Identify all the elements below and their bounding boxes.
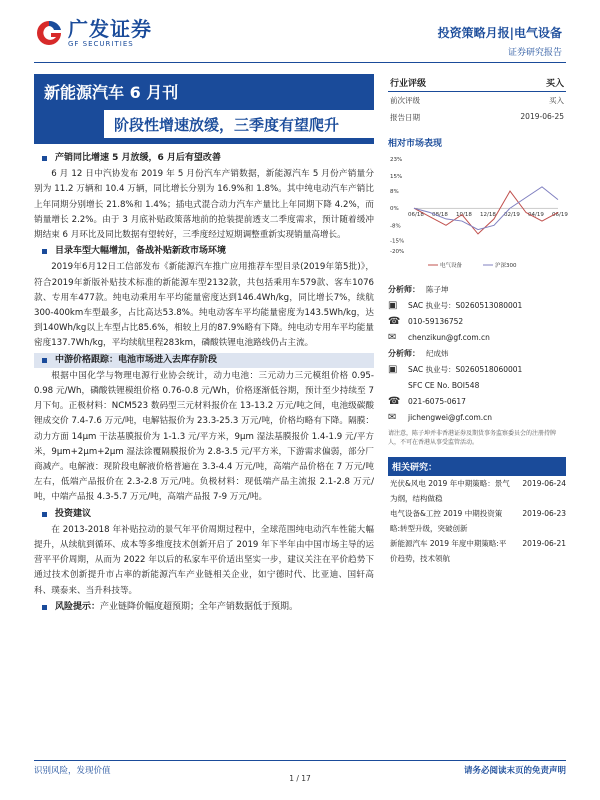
page-number: 1 / 17 <box>289 774 311 783</box>
x-tick-label: 06/19 <box>552 212 568 219</box>
y-tick-label: -8% <box>390 223 401 230</box>
analyst-row: ☎ 010-59136752 <box>388 315 464 327</box>
email-icon: ✉ <box>388 331 397 343</box>
related-item[interactable]: 电气设备&工控 2019 中期投资策略:转型升级，突破创新 2019-06-23 <box>390 509 566 533</box>
top-divider <box>34 62 566 63</box>
section-heading: 中游价格跟踪：电池市场进入去库存阶段 <box>34 353 374 368</box>
related-item[interactable]: 光伏&风电 2019 年中期策略：景气为纲，结构做稳 2019-06-24 <box>390 479 566 503</box>
analyst-row: ▣ SAC 执业号：S0260518060001 <box>388 363 523 375</box>
x-tick-label: 12/18 <box>480 212 496 219</box>
sidebar <box>388 74 566 566</box>
main-text <box>34 150 374 616</box>
x-tick-label: 10/18 <box>456 212 472 219</box>
footer-divider <box>34 760 566 761</box>
x-tick-label: 02/19 <box>504 212 520 219</box>
analyst-row: 分析师： 陈子坤 <box>388 284 449 294</box>
x-tick-label: 08/18 <box>432 212 448 219</box>
disclaimer-note: 请注意，陈子坤并非香港证券及期货事务监察委员会的注册持牌人，不可在香港从事受监管活动。 <box>388 430 557 446</box>
y-tick-label: -20% <box>390 249 405 255</box>
section-heading: 产销同比增速 5 月放缓，6 月后有望改善 <box>34 151 374 166</box>
section-heading: 投资建议 <box>34 507 374 522</box>
footer-right: 请务必阅读末页的免责声明 <box>463 766 566 776</box>
perf-chart <box>388 155 566 273</box>
analyst-row: 分析师： 纪成炜 <box>388 348 449 358</box>
analyst-row: SFC CE No. BOI548 <box>408 380 480 390</box>
analyst-row[interactable]: ✉ jichengwei@gf.com.cn <box>388 411 493 423</box>
id-icon: ▣ <box>388 363 398 375</box>
footer-left: 识别风险，发现价值 <box>34 766 111 776</box>
page-subtitle: 阶段性增速放缓，三季度有望爬升 <box>104 110 374 138</box>
id-icon: ▣ <box>388 299 398 311</box>
related-research <box>388 457 566 566</box>
related-item[interactable]: 新能源汽车 2019 年度中期策略:平价趋势，技术领航 2019-06-21 <box>390 539 566 563</box>
y-tick-label: 0% <box>390 206 399 213</box>
phone-icon: ☎ <box>388 315 401 327</box>
title-banner <box>34 74 374 144</box>
x-tick-label: 06/18 <box>408 212 424 219</box>
report-type: 投资策略月报|电气设备 <box>437 26 562 40</box>
page-title: 新能源汽车 6 月刊 <box>44 83 179 102</box>
analysts <box>388 281 566 447</box>
perf-title: 相对市场表现 <box>388 139 443 149</box>
x-tick-label: 04/19 <box>528 212 544 219</box>
rating-header: 行业评级 买入 <box>388 74 566 92</box>
legend-label: 沪深300 <box>495 263 517 269</box>
report-date: 报告日期 2019-06-25 <box>390 112 564 122</box>
section-para: 6 月 12 日中汽协发布 2019 年 5 月份汽车产销数据，新能源汽车 5 月份产销量分别为 11.2 万辆和 10.4 万辆，同比增长分别为 16.9%和 1.8%。其中纯电动汽车产销比上年同期分别增长 21.8%和 1.4%；插电式混合动力汽车产量比上年同期下降 4.2%，而销量增长 2.2%。由于 3 月底补贴政策落地前的抢装提前透支二季度需求，预计随着缓冲期结束 6 月环比及同比数据有望转好，三季度经过短期调整重新实现销量高增长。 <box>34 169 374 241</box>
y-tick-label: -15% <box>390 238 405 245</box>
related-title: 相关研究： <box>388 457 566 476</box>
analyst-row: ▣ SAC 执业号：S0260513080001 <box>388 299 523 311</box>
prev-rating: 前次评级 买入 <box>390 96 564 105</box>
logo <box>34 18 152 48</box>
section-para: 2019年6月12日工信部发布《新能源汽车推广应用推荐车型目录(2019年第5批)》，符合2019年新版补贴技术标准的新能源车型2132款，共包括乘用车579款、客车1076款、专用车477款。纯电动乘用车平均能量密度达到146.4Wh/kg，同比增长7%，续航300-400km车型最多，占比高达53.8%。纯电动客车平均能量密度为143.5Wh/kg，达到140Wh/kg以上车型占比85.6%，相较上月的87.9%略有下降。纯电动专用车平均能量密度137.7Wh/kg，平均续航里程283km，磷酸铁锂电池路线仍占主流。 <box>34 262 374 349</box>
gf-logo-icon <box>34 18 64 48</box>
y-tick-label: 15% <box>390 174 403 181</box>
phone-icon: ☎ <box>388 395 401 407</box>
section-heading: 目录车型大幅增加，备战补贴新政市场环境 <box>34 244 374 259</box>
y-tick-label: 8% <box>390 189 399 196</box>
email-icon: ✉ <box>388 411 397 423</box>
legend-label: 电气设备 <box>440 263 463 269</box>
report-sub: 证券研究报告 <box>507 48 562 58</box>
logo-en: GF SECURITIES <box>68 40 134 48</box>
section-para: 在 2013-2018 年补贴拉动的景气年平价周期过程中，全球范围纯电动汽车性能大幅提升，从续航到循环、成本等多维度技术创新开启了 2019 年下半年由中国市场主导的运营平平价周期，从而为 2022 年以后的私家车平价适出坚实一步，建议关注在平价趋势下通过技术创新提升市占率的新能源汽车产业链相关企业，如宁德时代、比亚迪、国轩高科、璞泰来、当升科技等。 <box>34 524 374 596</box>
analyst-row[interactable]: ✉ chenzikun@gf.com.cn <box>388 331 490 343</box>
y-tick-label: 23% <box>390 157 403 163</box>
section-para: 根据中国化学与物理电源行业协会统计，动力电池：三元动力三元模组价格 0.95-0.98 元/Wh，磷酸铁锂模组价格 0.76-0.8 元/Wh，价格逐渐低谷期，预计至少持续至 7 月下旬。正极材料：NCM523 数码型三元材料报价在 13-13.2 万元/吨之间，电池级碳酸锂成交价 7.4-7.6 万元/吨，电解钴报价为 23.3-25.3 万元/吨，价格均略有下降。隔膜：动力方面 14μm 干法基膜报价为 1-1.3 元/平方米，9μm 湿法基膜报价 1.4-1.9 元/平方米，9μm+2μm+2μm 湿法涂覆隔膜报价为 2.8-3.5 元/平方米，下游需求偏弱，部分厂商减产。电解液：现阶段电解液价格普遍在 3.3-4.4 万元/吨，高端产品价格在 7 万元/吨左右，低端产品报价在 2.3-2.8 万元/吨。负极材料：现低端产品主流报 2.1-2.8 万元/吨，中端产品报 4.3-5.7 万元/吨，高端产品报 7-9 万元/吨。 <box>34 370 374 503</box>
perf-chart-svg <box>388 155 566 273</box>
logo-cn: 广发证券 <box>68 17 152 41</box>
risk-note: 风险提示： 产业链降价幅度超预期；全年产销数据低于预期。 <box>34 600 374 615</box>
analyst-row: ☎ 021-6075-0617 <box>388 395 466 407</box>
